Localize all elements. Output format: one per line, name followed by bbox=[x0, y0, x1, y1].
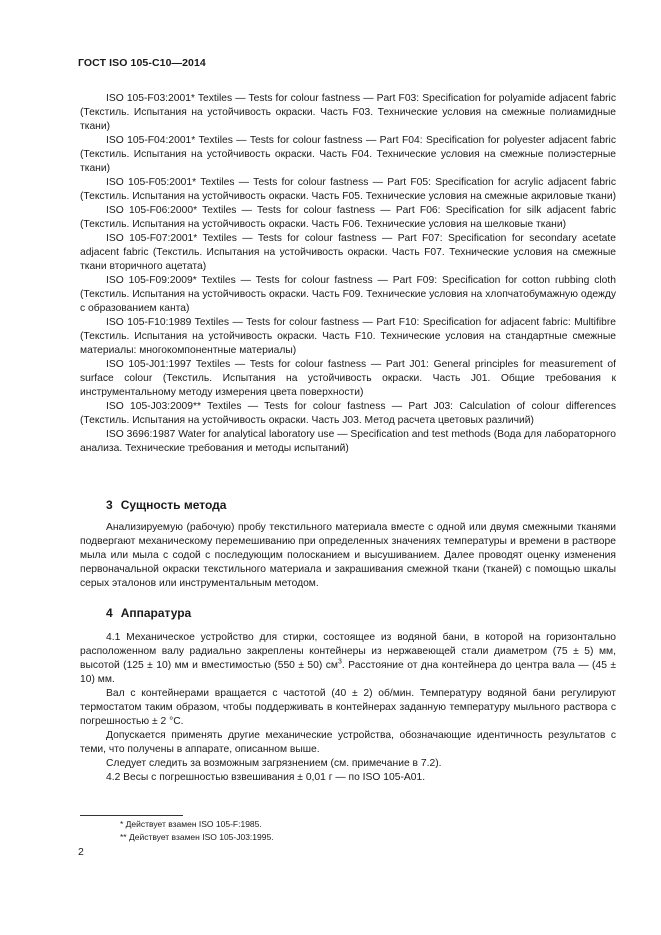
reference-item: ISO 105-F03:2001* Textiles — Tests for colour fastness — Part F03: Specification for polyamide adjacent fabric (Текстиль. Испытания на устойчивость окраски. Часть F03. Технические условия на смежные полиамидные ткани) bbox=[80, 93, 616, 132]
reference-item: ISO 3696:1987 Water for analytical laboratory use — Specification and test methods (Вода для лабораторного анализа. Технические требования и методы испытаний) bbox=[80, 429, 616, 454]
reference-item: ISO 105-J01:1997 Textiles — Tests for colour fastness — Part J01: General principles for measurement of surface colour (Текстиль. Испытания на устойчивость окраски. Часть J01. Общие требования к инструментальному методу измерения цвета поверхности) bbox=[80, 359, 616, 398]
footnotes bbox=[120, 818, 274, 844]
section-number: 4 bbox=[106, 606, 113, 620]
paragraph-4-2: 4.2 Весы с погрешностью взвешивания ± 0,01 г — по ISO 105-A01. bbox=[106, 772, 426, 783]
paragraph-text: 4.1 Механическое устройство для стирки, состоящее из водяной бани, в которой на горизонтально расположенном валу радиально закреплены контейнеры из нержавеющей стали диаметром (75 ± 5) мм, высотой (125 ± 10) мм и вместимостью (550 ± 50) см bbox=[80, 632, 616, 671]
paragraph-text: . Расстояние от дна контейнера до центра вала — (45 ± 10) мм. bbox=[80, 660, 617, 685]
reference-item: ISO 105-F07:2001* Textiles — Tests for colour fastness — Part F07: Specification for secondary acetate adjacent fabric (Текстиль. Испытания на устойчивость окраски. Часть F07. Технические условия на смежные ткани вторичного ацетата) bbox=[80, 233, 616, 272]
section-number: 3 bbox=[106, 498, 113, 512]
superscript: 3 bbox=[337, 658, 342, 666]
paragraph: Вал с контейнерами вращается с частотой (40 ± 2) об/мин. Температуру водяной бани регулируют термостатом таким образом, чтобы поддерживать в контейнерах заданную температуру мыльного раствора с погрешностью ± 2 °С. bbox=[80, 688, 616, 727]
section-4-heading bbox=[106, 606, 191, 620]
reference-item: ISO 105-F06:2000* Textiles — Tests for colour fastness — Part F06: Specification for silk adjacent fabric (Текстиль. Испытания на устойчивость окраски. Часть F06. Технические условия на шелковые ткани) bbox=[80, 205, 616, 230]
footnote-divider bbox=[80, 815, 183, 816]
reference-item: ISO 105-F05:2001* Textiles — Tests for colour fastness — Part F05: Specification for acrylic adjacent fabric (Текстиль. Испытания на устойчивость окраски. Часть F05. Технические условия на смежные акриловые ткани) bbox=[80, 177, 617, 202]
reference-item: ISO 105-J03:2009** Textiles — Tests for colour fastness — Part J03: Calculation of colour differences (Текстиль. Испытания на устойчивость окраски. Часть J03. Метод расчета цветовых различий) bbox=[80, 401, 616, 426]
paragraph: Следует следить за возможным загрязнением (см. примечание в 7.2). bbox=[106, 758, 442, 769]
section-3-heading bbox=[106, 498, 226, 512]
paragraph: Анализируемую (рабочую) пробу текстильного материала вместе с одной или двумя смежными тканями подвергают механическому перемешиванию при определенных значениях температуры и времени в растворе мыла или мыла с содой с последующим полосканием и высушиванием. Далее проводят оценку изменения первоначальной окраски текстильного материала и закрашивания смежной ткани (тканей) с помощью шкалы серых эталонов или инструментальным методом. bbox=[80, 522, 616, 589]
page-number: 2 bbox=[78, 846, 84, 858]
reference-item: ISO 105-F09:2009* Textiles — Tests for colour fastness — Part F09: Specification for cotton rubbing cloth (Текстиль. Испытания на устойчивость окраски. Часть F09. Технические условия на хлопчатобумажную одежду с образованием канта) bbox=[80, 275, 616, 314]
footnote: * Действует взамен ISO 105-F:1985. bbox=[120, 819, 262, 829]
footnote: ** Действует взамен ISO 105-J03:1995. bbox=[120, 832, 274, 842]
section-4-body bbox=[80, 631, 616, 785]
section-title: Сущность метода bbox=[120, 498, 227, 512]
paragraph-4-1 bbox=[80, 631, 616, 687]
paragraph: Допускается применять другие механические устройства, обозначающие идентичность результатов с теми, что получены в аппарате, описанном выше. bbox=[80, 730, 616, 755]
reference-item: ISO 105-F10:1989 Textiles — Tests for colour fastness — Part F10: Specification for adjacent fabric: Multifibre (Текстиль. Испытания на устойчивость окраски. Часть F10. Технические условия на стандартные смежные материалы: многокомпонентные материалы) bbox=[80, 317, 616, 356]
reference-item: ISO 105-F04:2001* Textiles — Tests for colour fastness — Part F04: Specification for polyester adjacent fabric (Текстиль. Испытания на устойчивость окраски. Часть F04. Технические условия на смежные полиэстерные ткани) bbox=[80, 135, 616, 174]
document-header: ГОСТ ISO 105-C10—2014 bbox=[78, 57, 206, 69]
section-3-body bbox=[80, 521, 616, 591]
normative-references-list bbox=[80, 92, 616, 456]
section-title: Аппаратура bbox=[120, 606, 192, 620]
